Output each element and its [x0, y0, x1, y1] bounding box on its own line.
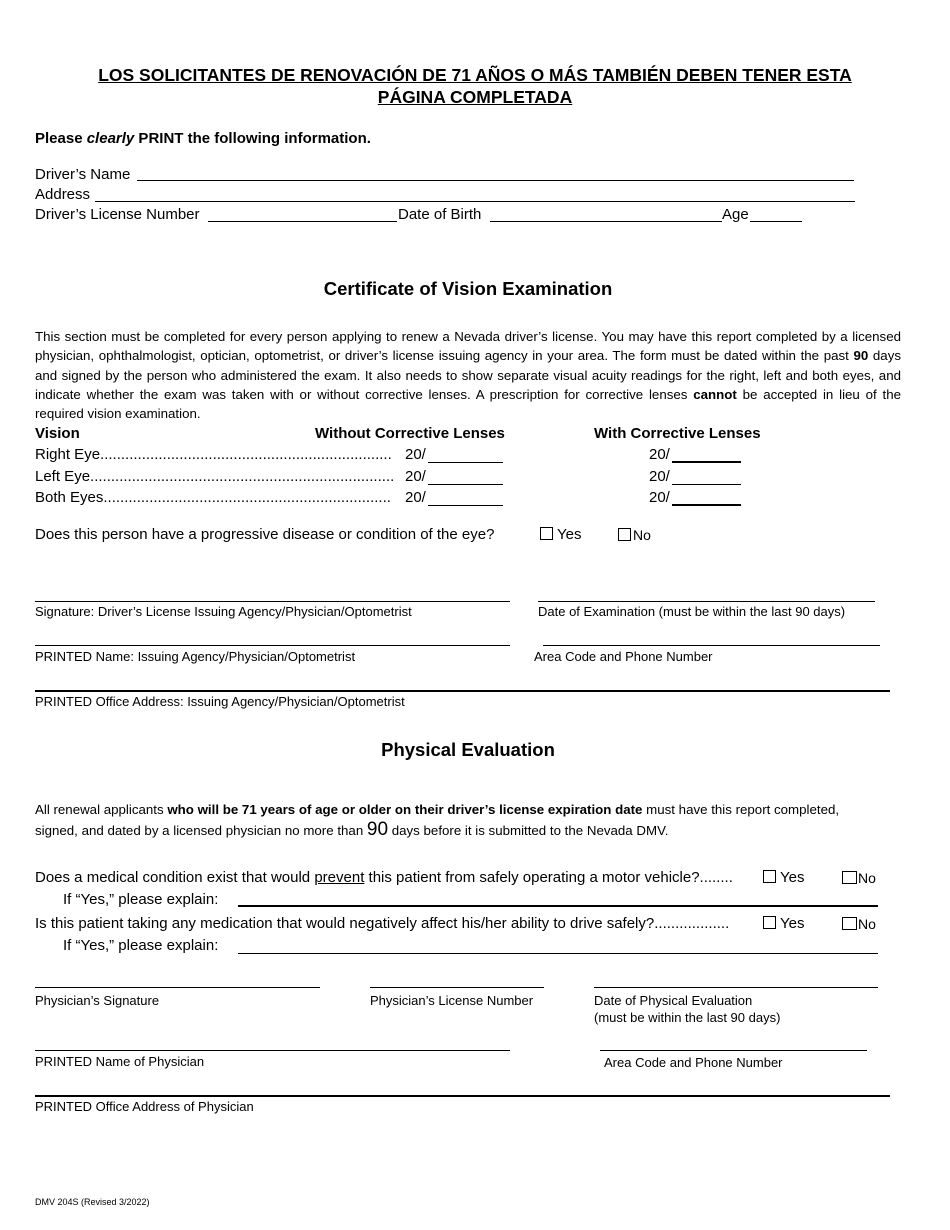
evaluation-date-note: (must be within the last 90 days)	[594, 1010, 781, 1025]
age-field[interactable]	[750, 221, 802, 222]
condition-yes-checkbox[interactable]	[763, 870, 776, 883]
physician-license-label: Physician’s License Number	[370, 993, 534, 1008]
progressive-disease-question: Does this person have a progressive disease or condition of the eye?	[35, 526, 495, 543]
medical-condition-question: Does a medical condition exist that would prevent this patient from safely operating a motor vehicle?........	[35, 869, 733, 886]
exam-date-label: Date of Examination (must be within the last 90 days)	[538, 604, 846, 619]
progressive-no-checkbox[interactable]	[618, 528, 631, 541]
condition-yes-option[interactable]: Yes	[763, 869, 804, 886]
right-eye-label: Right Eye......................................................................	[35, 446, 392, 463]
evaluation-date-label: Date of Physical Evaluation	[594, 993, 753, 1008]
right-eye-with-prefix: 20/	[649, 446, 670, 463]
physician-phone-field[interactable]	[600, 1050, 867, 1051]
vision-instructions: This section must be completed for every person applying to renew a Nevada driver’s license. You may have this report completed by a licensed physician, ophthalmologist, optician, optometrist, or driver’s license issuing agency in your area. The form must be dated within the past 90 days and signed by the person who administered the exam. It also needs to show separate visual acuity readings for the right, left and both eyes, and indicate whether the exam was taken with or without corrective lenses. A prescription for corrective lenses cannot be accepted in lieu of the required vision examination.	[35, 329, 901, 422]
left-eye-with-field[interactable]	[672, 484, 741, 485]
vision-office-address-field[interactable]	[35, 690, 890, 692]
physician-printed-name-label: PRINTED Name of Physician	[35, 1054, 205, 1069]
left-eye-with-prefix: 20/	[649, 468, 670, 485]
vision-phone-field[interactable]	[543, 645, 880, 646]
form-id: DMV 204S (Revised 3/2022)	[35, 1197, 150, 1207]
drivers-name-label: Driver’s Name	[35, 166, 131, 183]
vision-signature-label: Signature: Driver’s License Issuing Agency/Physician/Optometrist	[35, 604, 412, 619]
evaluation-date-field[interactable]	[594, 987, 878, 988]
license-number-field[interactable]	[208, 221, 397, 222]
medication-question: Is this patient taking any medication that would negatively affect his/her ability to drive safely?..................	[35, 915, 730, 932]
physician-signature-label: Physician’s Signature	[35, 993, 160, 1008]
vision-printed-name-field[interactable]	[35, 645, 510, 646]
medication-explain-label: If “Yes,” please explain:	[63, 937, 219, 954]
progressive-yes-option[interactable]: Yes	[540, 526, 581, 543]
physician-phone-label: Area Code and Phone Number	[604, 1055, 783, 1070]
with-lenses-column-header: With Corrective Lenses	[594, 425, 761, 442]
physical-instructions-line-1: All renewal applicants who will be 71 years of age or older on their driver’s license expiration date must have this report completed,	[35, 802, 840, 817]
left-eye-without-field[interactable]	[428, 484, 503, 485]
date-of-birth-field[interactable]	[490, 221, 722, 222]
vision-phone-label: Area Code and Phone Number	[534, 649, 713, 664]
address-field[interactable]	[95, 201, 855, 202]
right-eye-with-field[interactable]	[672, 461, 741, 463]
vision-signature-field[interactable]	[35, 601, 510, 602]
physician-office-address-field[interactable]	[35, 1095, 890, 1097]
address-label: Address	[35, 186, 91, 203]
left-eye-without-prefix: 20/	[405, 468, 426, 485]
medication-yes-checkbox[interactable]	[763, 916, 776, 929]
vision-office-address-label: PRINTED Office Address: Issuing Agency/Physician/Optometrist	[35, 694, 405, 709]
progressive-no-option[interactable]: No	[618, 527, 651, 543]
vision-certificate-heading: Certificate of Vision Examination	[323, 278, 613, 299]
condition-no-option[interactable]: No	[842, 870, 876, 886]
both-eyes-label: Both Eyes.....................................................................	[35, 489, 391, 506]
both-eyes-without-prefix: 20/	[405, 489, 426, 506]
vision-printed-name-label: PRINTED Name: Issuing Agency/Physician/Optometrist	[35, 649, 356, 664]
physician-license-field[interactable]	[370, 987, 544, 988]
physician-signature-field[interactable]	[35, 987, 320, 988]
without-lenses-column-header: Without Corrective Lenses	[315, 425, 505, 442]
exam-date-field[interactable]	[538, 601, 875, 602]
medication-no-option[interactable]: No	[842, 916, 876, 932]
condition-explain-label: If “Yes,” please explain:	[63, 891, 219, 908]
date-of-birth-label: Date of Birth	[398, 206, 482, 223]
vision-column-header: Vision	[35, 425, 80, 442]
left-eye-label: Left Eye.........................................................................	[35, 468, 395, 485]
print-instruction: Please clearly PRINT the following information.	[35, 130, 371, 147]
title-line-2: PÁGINA COMPLETADA	[377, 87, 573, 107]
medication-no-checkbox[interactable]	[842, 917, 857, 930]
age-label: Age	[722, 206, 749, 223]
physical-evaluation-heading: Physical Evaluation	[381, 739, 555, 760]
license-number-label: Driver’s License Number	[35, 206, 200, 223]
both-eyes-with-prefix: 20/	[649, 489, 670, 506]
right-eye-without-field[interactable]	[428, 462, 503, 463]
condition-explain-field[interactable]	[238, 905, 878, 907]
condition-no-checkbox[interactable]	[842, 871, 857, 884]
progressive-yes-checkbox[interactable]	[540, 527, 553, 540]
medication-explain-field[interactable]	[238, 953, 878, 954]
physician-printed-name-field[interactable]	[35, 1050, 510, 1051]
title-line-1: LOS SOLICITANTES DE RENOVACIÓN DE 71 AÑOS O MÁS TAMBIÉN DEBEN TENER ESTA	[98, 65, 852, 85]
both-eyes-with-field[interactable]	[672, 504, 741, 506]
drivers-name-field[interactable]	[137, 180, 854, 181]
both-eyes-without-field[interactable]	[428, 505, 503, 506]
physician-office-address-label: PRINTED Office Address of Physician	[35, 1099, 254, 1114]
medication-yes-option[interactable]: Yes	[763, 915, 804, 932]
page-title	[0, 64, 950, 108]
physical-instructions-line-2: signed, and dated by a licensed physician no more than 90 days before it is submitted to the Nevada DMV.	[35, 819, 669, 840]
right-eye-without-prefix: 20/	[405, 446, 426, 463]
